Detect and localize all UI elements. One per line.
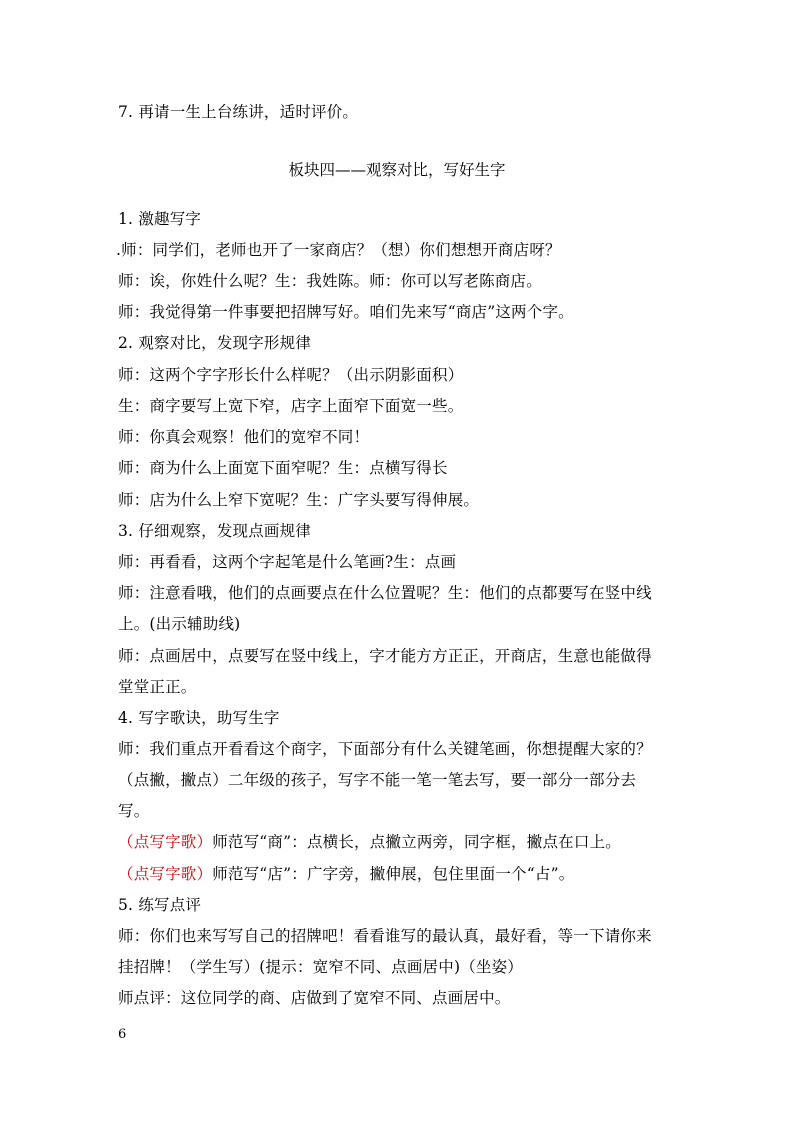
paragraph-line: 上。(出示辅助线) <box>118 615 241 633</box>
heading-5: 5. 练写点评 <box>118 896 202 914</box>
paragraph-line: 写。 <box>118 802 150 820</box>
paragraph-line: 师：这两个字字形长什么样呢？（出示阴影面积） <box>118 366 464 384</box>
paragraph-line: 师：商为什么上面宽下面窄呢？生：点横写得长 <box>118 459 448 477</box>
song-text: 师范写“店”：广字旁，撇伸展，包住里面一个“占”。 <box>212 865 575 883</box>
paragraph-line: 师：注意看哦，他们的点画要点在什么位置呢？生：他们的点都要写在竖中线 <box>118 584 652 602</box>
song-line-dian <box>118 864 678 884</box>
paragraph-line: 师：你们也来写写自己的招牌吧！看看谁写的最认真，最好看，等一下请你来 <box>118 927 652 945</box>
paragraph-line: 师：我觉得第一件事要把招牌写好。咱们先来写“商店”这两个字。 <box>118 303 574 321</box>
heading-3: 3. 仔细观察，发现点画规律 <box>118 522 312 540</box>
paragraph-line: 师：我们重点开看看这个商字，下面部分有什么关键笔画，你想提醒大家的？ <box>118 740 652 758</box>
block-title: 板块四——观察对比，写好生字 <box>288 161 506 179</box>
paragraph-line: （点撇，撇点）二年级的孩子，写字不能一笔一笔去写，要一部分一部分去 <box>118 771 637 789</box>
paragraph-line: 师：点画居中，点要写在竖中线上，字才能方方正正，开商店，生意也能做得 <box>118 647 652 665</box>
heading-4: 4. 写字歌诀，助写生字 <box>118 709 280 727</box>
paragraph-line: 师点评：这位同学的商、店做到了宽窄不同、点画居中。 <box>118 989 511 1007</box>
paragraph-line: 挂招牌！（学生写）(提示：宽窄不同、点画居中)（坐姿） <box>118 958 523 976</box>
paragraph-line: 师：店为什么上窄下宽呢？生：广字头要写得伸展。 <box>118 491 480 509</box>
section-7-line: 7. 再请一生上台练讲，适时评价。 <box>118 103 359 121</box>
song-tag: （点写字歌） <box>118 865 213 883</box>
song-tag: （点写字歌） <box>118 833 213 851</box>
paragraph-line: 师：你真会观察！他们的宽窄不同！ <box>118 428 370 446</box>
paragraph-line: 师：诶，你姓什么呢？生：我姓陈。师：你可以写老陈商店。 <box>118 272 542 290</box>
paragraph-line: 师：再看看，这两个字起笔是什么笔画?生：点画 <box>118 553 457 571</box>
paragraph-line: 堂堂正正。 <box>118 678 197 696</box>
page-number: 6 <box>118 1027 127 1042</box>
heading-1: 1. 激趣写字 <box>118 210 202 228</box>
song-line-shang <box>118 832 678 852</box>
paragraph-line: 生：商字要写上宽下窄，店字上面窄下面宽一些。 <box>118 397 464 415</box>
paragraph-line: .师：同学们，老师也开了一家商店？（想）你们想想开商店呀？ <box>116 241 561 259</box>
heading-2: 2. 观察对比，发现字形规律 <box>118 334 312 352</box>
song-text: 师范写“商”：点横长，点撇立两旁，同字框，撇点在口上。 <box>212 833 621 851</box>
